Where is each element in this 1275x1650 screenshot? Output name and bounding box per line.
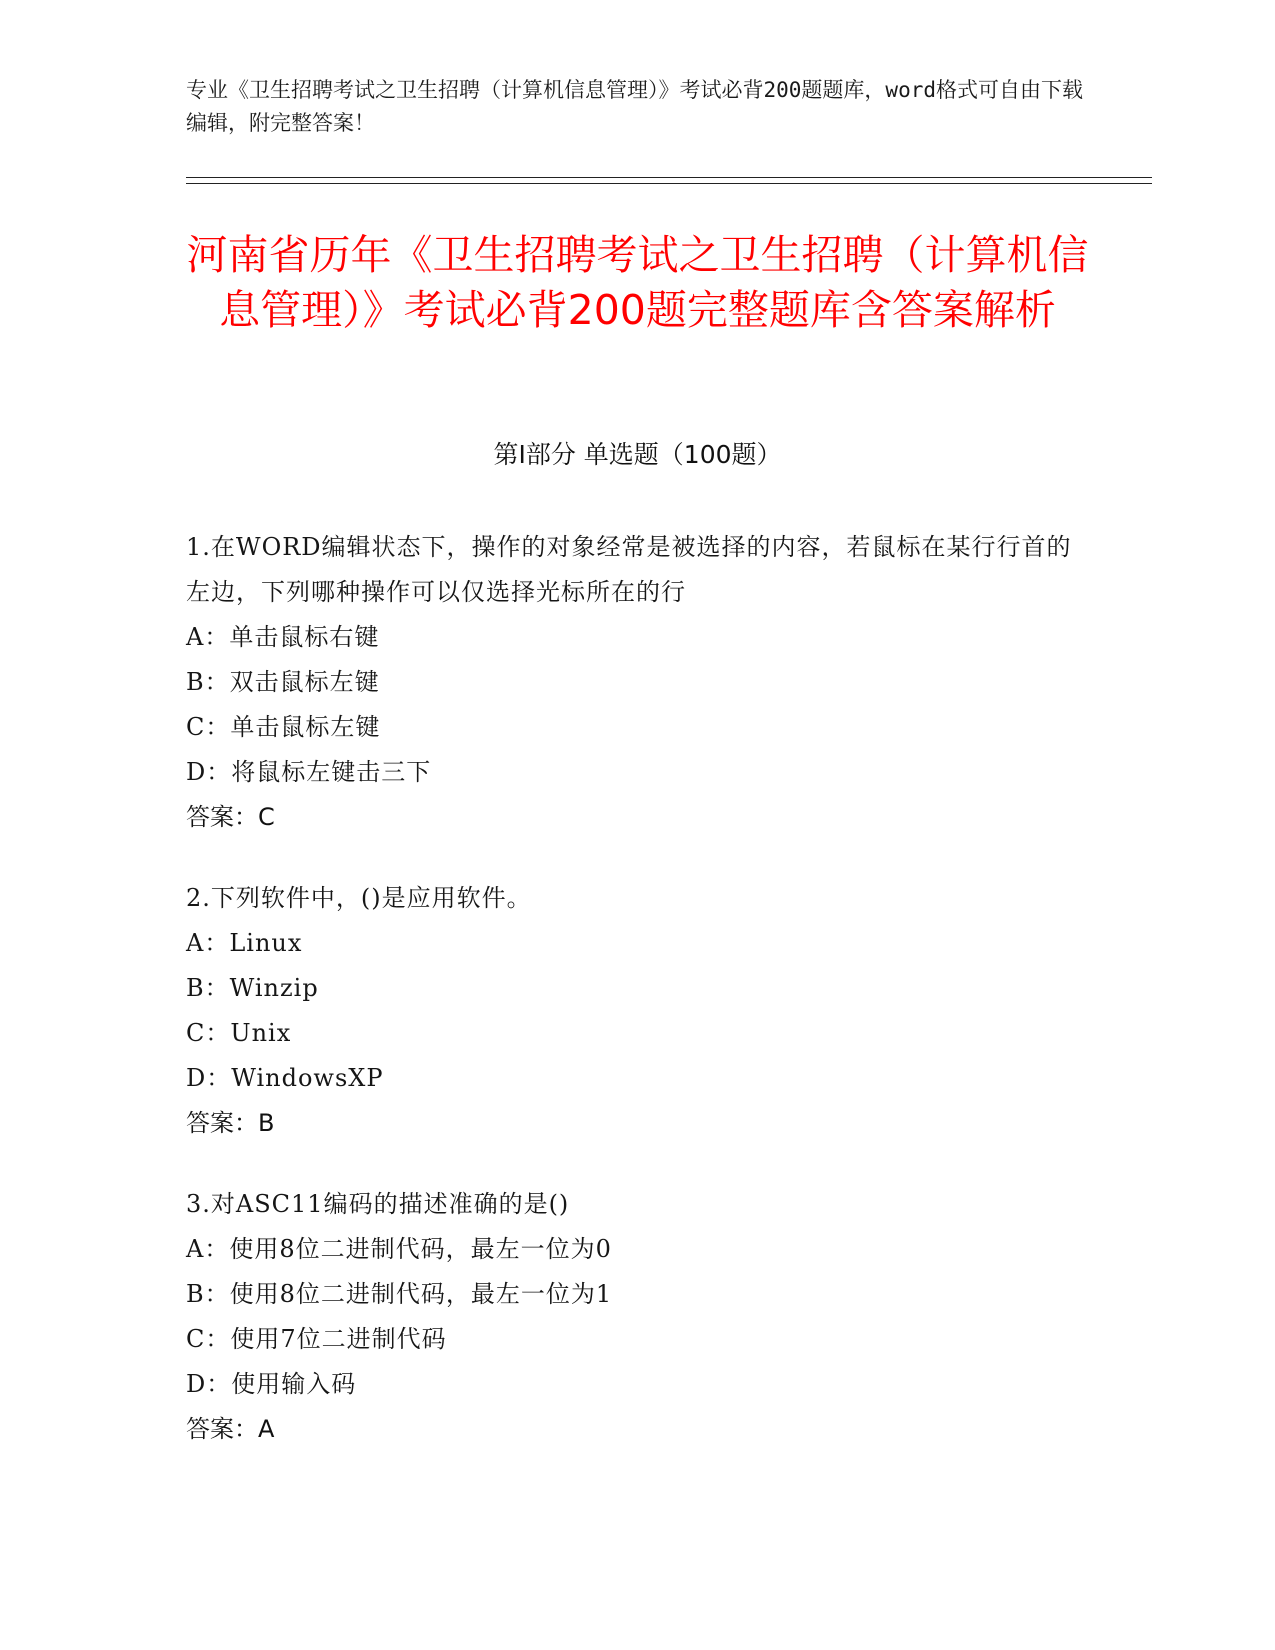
- header-divider-bottom: [186, 183, 1152, 184]
- option-c: C：Unix: [186, 1019, 292, 1047]
- option-b: B：使用8位二进制代码，最左一位为1: [186, 1280, 613, 1308]
- option-d: D：将鼠标左键击三下: [186, 758, 432, 786]
- question-stem: 1.在WORD编辑状态下，操作的对象经常是被选择的内容，若鼠标在某行行首的左边，下列哪种操作可以仅选择光标所在的行: [186, 533, 1072, 606]
- question-1: [186, 525, 1086, 840]
- option-d: D：使用输入码: [186, 1370, 357, 1398]
- option-b: B：双击鼠标左键: [186, 668, 380, 696]
- document-title: 河南省历年《卫生招聘考试之卫生招聘（计算机信息管理）》考试必背200题完整题库含答案解析: [186, 231, 1089, 334]
- question-list: [186, 525, 1086, 1488]
- header-divider-top: [186, 177, 1152, 178]
- option-c: C：使用7位二进制代码: [186, 1325, 447, 1353]
- answer: 答案：C: [186, 803, 275, 831]
- question-stem: 3.对ASC11编码的描述准确的是(): [186, 1190, 570, 1218]
- option-d: D：WindowsXP: [186, 1064, 384, 1092]
- header-note: 专业《卫生招聘考试之卫生招聘（计算机信息管理）》考试必背200题题库，word格式可自由下载编辑，附完整答案！: [186, 78, 1083, 135]
- answer: 答案：B: [186, 1109, 275, 1137]
- question-3: [186, 1182, 1086, 1452]
- option-a: A：Linux: [186, 929, 303, 957]
- answer: 答案：A: [186, 1415, 275, 1443]
- option-a: A：单击鼠标右键: [186, 623, 380, 651]
- section-title: 第Ⅰ部分 单选题（100题）: [493, 440, 782, 469]
- question-stem: 2.下列软件中，()是应用软件。: [186, 884, 532, 912]
- question-2: [186, 876, 1086, 1146]
- option-c: C：单击鼠标左键: [186, 713, 381, 741]
- option-b: B：Winzip: [186, 974, 319, 1002]
- option-a: A：使用8位二进制代码，最左一位为0: [186, 1235, 612, 1263]
